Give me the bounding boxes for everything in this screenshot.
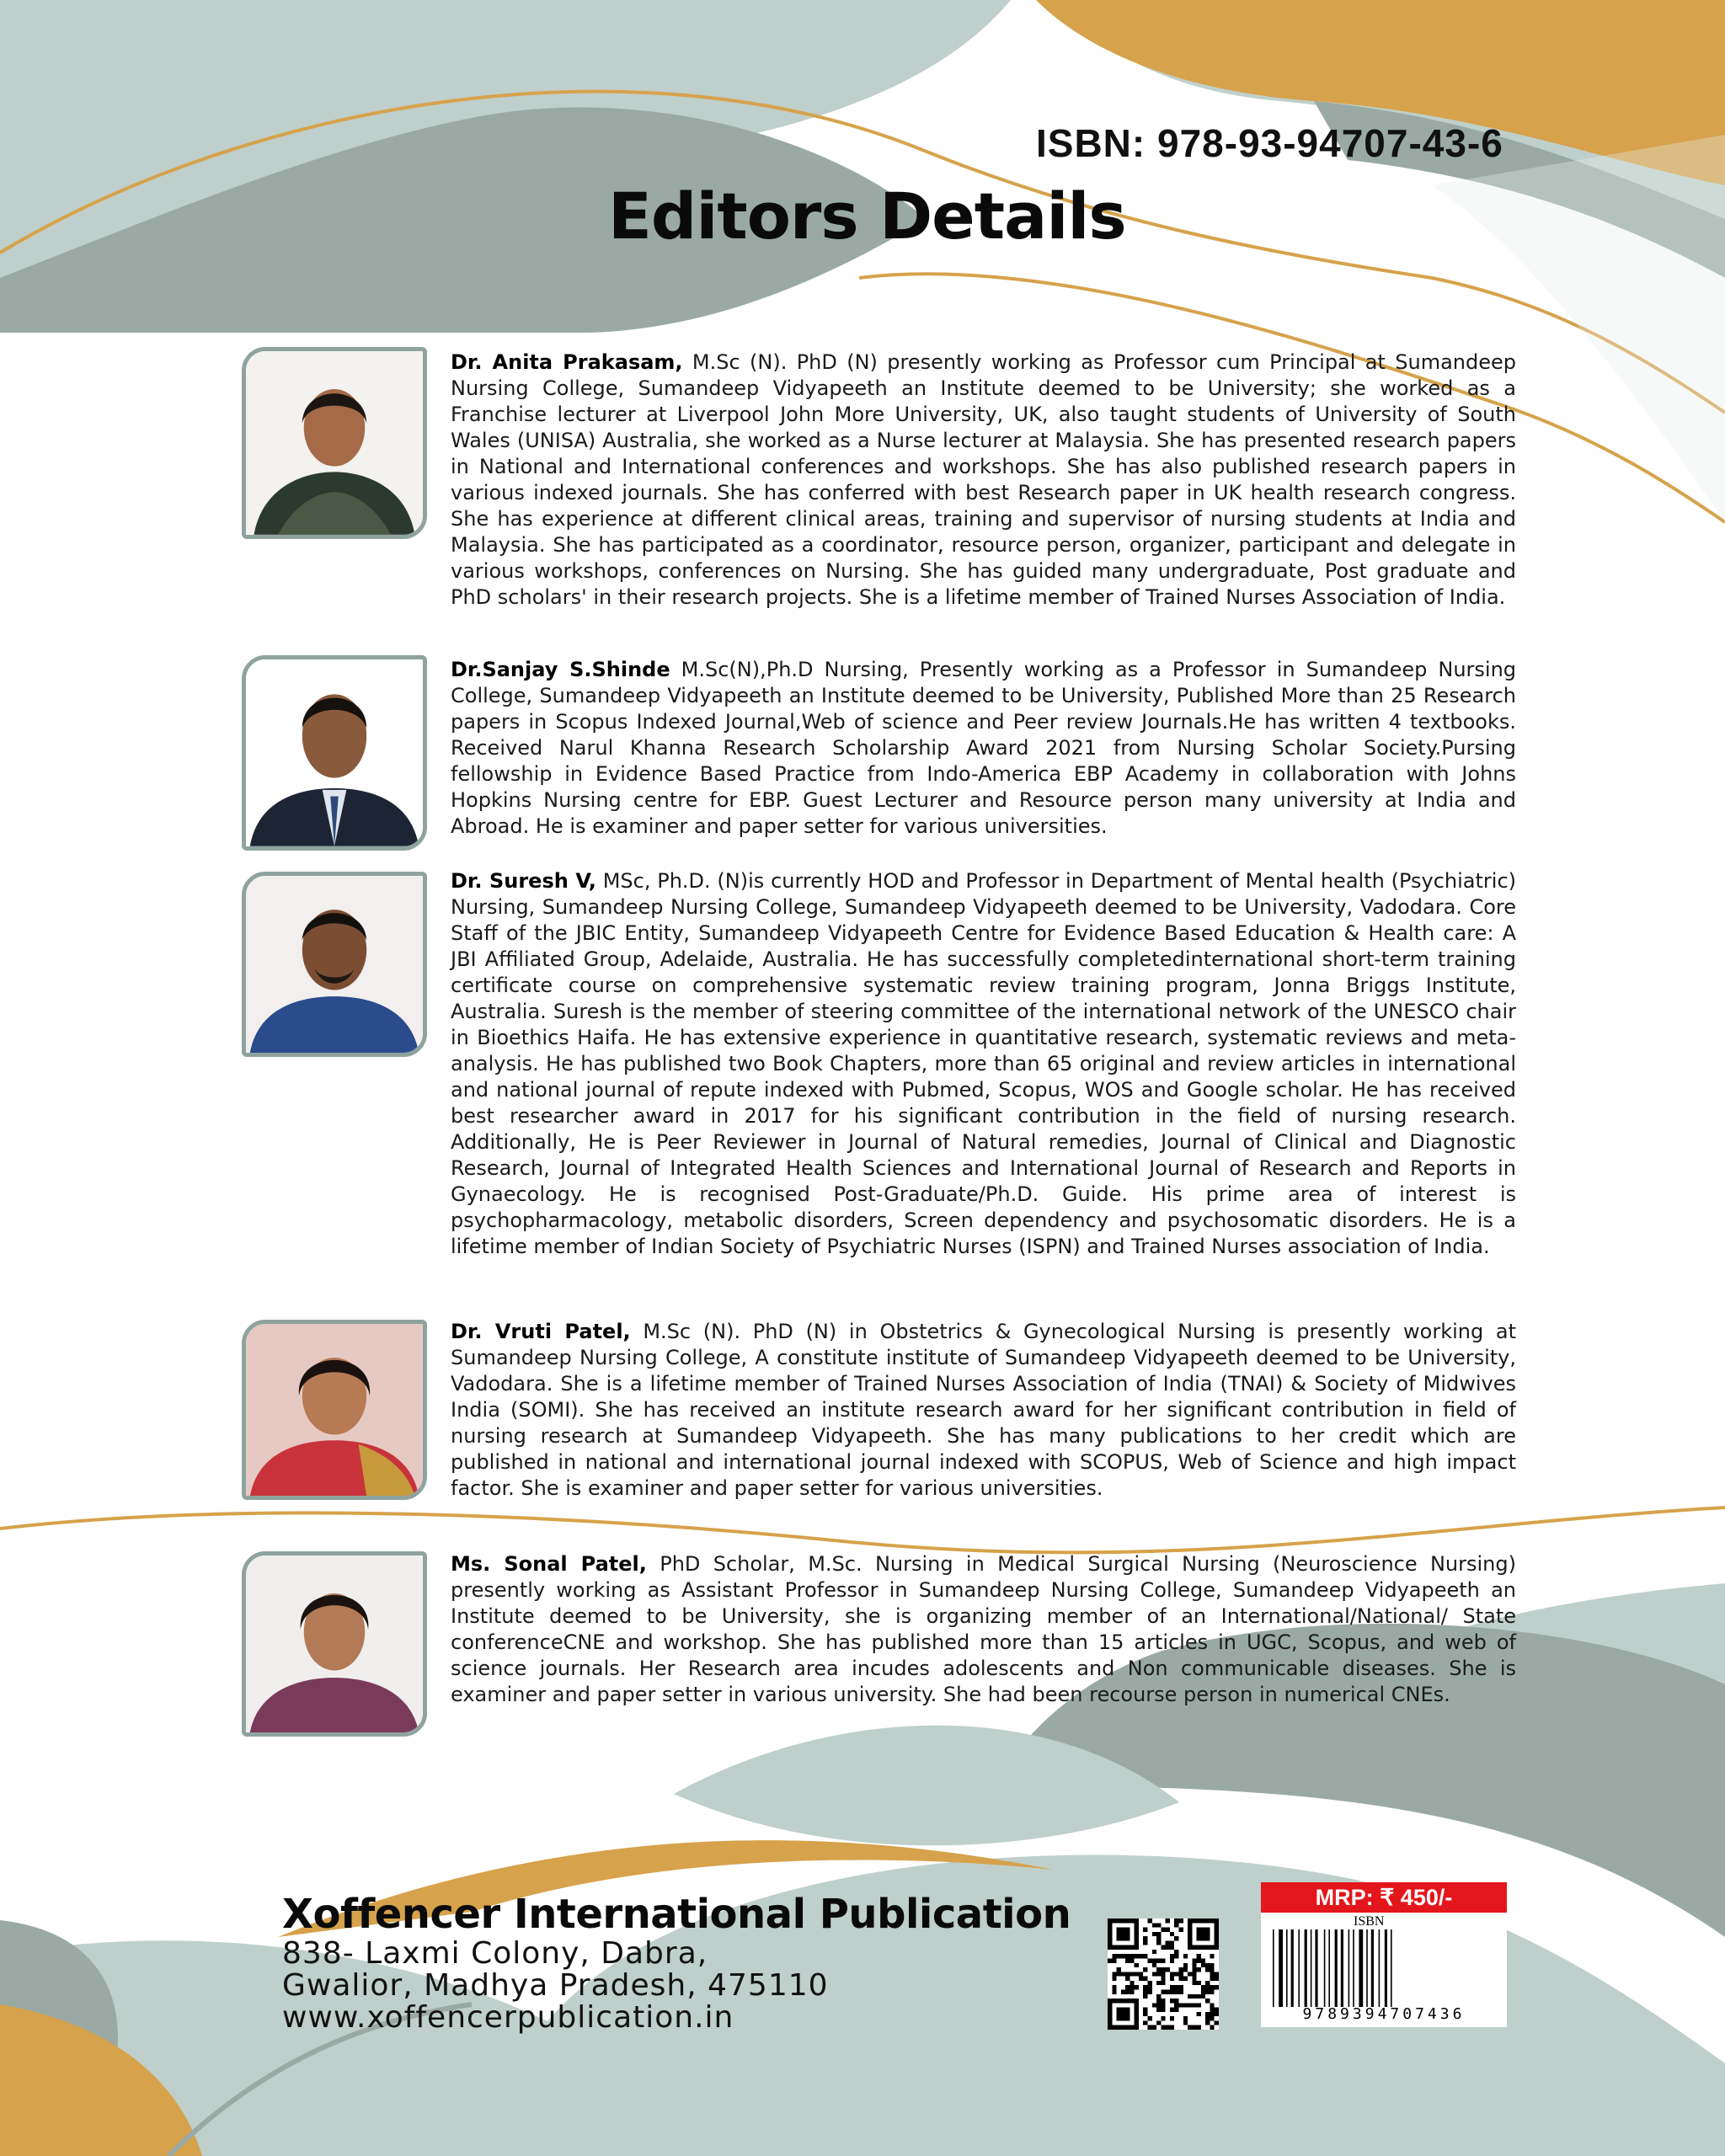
editor-bio [451,1319,1516,1502]
publisher-address-line-2: Gwalior, Madhya Pradesh, 475110 [282,1968,829,2003]
publisher-website: www.xoffencerpublication.in [282,2000,734,2035]
barcode [1269,1929,1498,2007]
qr-code [1108,1919,1219,2030]
editor-name: Dr. Suresh V, [451,869,596,893]
editor-bio [451,1551,1516,1708]
editor-bio [451,350,1516,611]
price-barcode-box [1261,1882,1507,2027]
publisher-address-line-1: 838- Laxmi Colony, Dabra, [282,1936,708,1971]
editor-photo [242,655,427,851]
editor-bio [451,657,1516,840]
isbn-header: ISBN: 978-93-94707-43-6 [1036,121,1503,165]
editor-name: Ms. Sonal Patel, [451,1552,647,1576]
editor-bio-text: M.Sc (N). PhD (N) in Obstetrics & Gynecological Nursing is presently working at Sumandeep Nursing College, A constitute institute of Sumandeep Vidyapeeth deemed to be University, Vadodara. She is a lifetime member of Trained Nurses Association of India (TNAI) & Society of Midwives India (SOMI). She has received an institute research award for her significant contribution in field of nursing research at Sumandeep Vidyapeeth. She has many publications to her credit which are published in national and international journal indexed with SCOPUS, Web of Science and high impact factor. She is examiner and paper setter for various universities. [451,1320,1516,1500]
editor-bio-text: M.Sc(N),Ph.D Nursing, Presently working as a Professor in Sumandeep Nursing College, Sumandeep Vidyapeeth an Institute deemed to be University, Published More than 25 Research papers in Scopus Indexed Journal,Web of science and Peer review Journals.He has written 4 textbooks. Received Narul Khanna Research Scholarship Award 2021 from Nursing Scholar Society.Pursing fellowship in Evidence Based Practice from Indo-America EBP Academy in collaboration with Johns Hopkins Nursing centre for EBP. Guest Lecturer and Resource person many university at India and Abroad. He is examiner and paper setter for various universities. [451,658,1517,838]
editor-name: Dr.Sanjay S.Shinde [451,658,670,681]
mrp-label: MRP: ₹ 450/- [1261,1882,1507,1913]
editor-photo [242,347,427,539]
page-title: Editors Details [608,179,1126,253]
editor-bio [451,868,1516,1260]
editor-name: Dr. Vruti Patel, [451,1320,631,1343]
editor-bio-text: PhD Scholar, M.Sc. Nursing in Medical Surgical Nursing (Neuroscience Nursing) presently working as Assistant Professor in Sumandeep Nursing College, Sumandeep Vidyapeeth an Institute deemed to be University, she is organizing member of an International/National/ State conferenceCNE and workshop. She has published more than 15 articles in UGC, Scopus, and web of science journals. Her Research area incudes adolescents and Non communicable diseases. She is examiner and paper setter in various university. She had been recourse person in numerical CNEs. [451,1552,1516,1706]
editor-photo [242,1551,427,1737]
editor-bio-text: MSc, Ph.D. (N)is currently HOD and Professor in Department of Mental health (Psychiatric) Nursing, Sumandeep Nursing College, Sumandeep Vidyapeeth deemed to be University, Vadodara. Core Staff of the JBIC Entity, Sumandeep Vidyapeeth Centre for Evidence Based Education & Health care: A JBI Affiliated Group, Adelaide, Australia. He has successfully completedinternational short-term training certificate course on comprehensive systematic review training program, Jonna Briggs Institute, Australia. Suresh is the member of steering committee of the international network of the UNESCO chair in Bioethics Haifa. He has extensive experience in quantitative research, systematic reviews and meta-analysis. He has published two Book Chapters, more than 65 original and review articles in international and national journal of repute indexed with Pubmed, Scopus, WOS and Google scholar. He has received best researcher award in 2017 for his significant contribution in the field of nursing research. Additionally, He is Peer Reviewer in Journal of Natural remedies, Journal of Clinical and Diagnostic Research, Journal of Integrated Health Sciences and International Journal of Research and Reports in Gynaecology. He is recognised Post-Graduate/Ph.D. Guide. His prime area of interest is psychopharmacology, metabolic disorders, Screen dependency and psychosomatic disorders. He is a lifetime member of Indian Society of Psychiatric Nurses (ISPN) and Trained Nurses association of India. [451,869,1517,1258]
editor-name: Dr. Anita Prakasam, [451,350,683,374]
barcode-isbn-label: ISBN [1354,1914,1385,1929]
publisher-block [282,1891,1071,2034]
publisher-name: Xoffencer International Publication [282,1891,1071,1938]
editor-photo [242,1320,427,1500]
editor-bio-text: M.Sc (N). PhD (N) presently working as Professor cum Principal at Sumandeep Nursing College, Sumandeep Vidyapeeth an Institute deemed to be University; she worked as a Franchise lecturer at Liverpool John More University, UK, also taught students of University of South Wales (UNISA) Australia, she worked as a Nurse lecturer at Malaysia. She has presented research papers in National and International conferences and workshops. She has also published research papers in various indexed journals. She has conferred with best Research paper in UK health research congress. She has experience at different clinical areas, training and supervisor of nursing students at India and Malaysia. She has participated as a coordinator, resource person, organizer, participant and delegate in various workshops, conferences on Nursing. She has guided many undergraduate, Post graduate and PhD scholars' in their research projects. She is a lifetime member of Trained Nurses Association of India. [451,350,1516,609]
editor-photo [242,872,427,1057]
barcode-digits: 9789394707436 [1302,2005,1466,2023]
